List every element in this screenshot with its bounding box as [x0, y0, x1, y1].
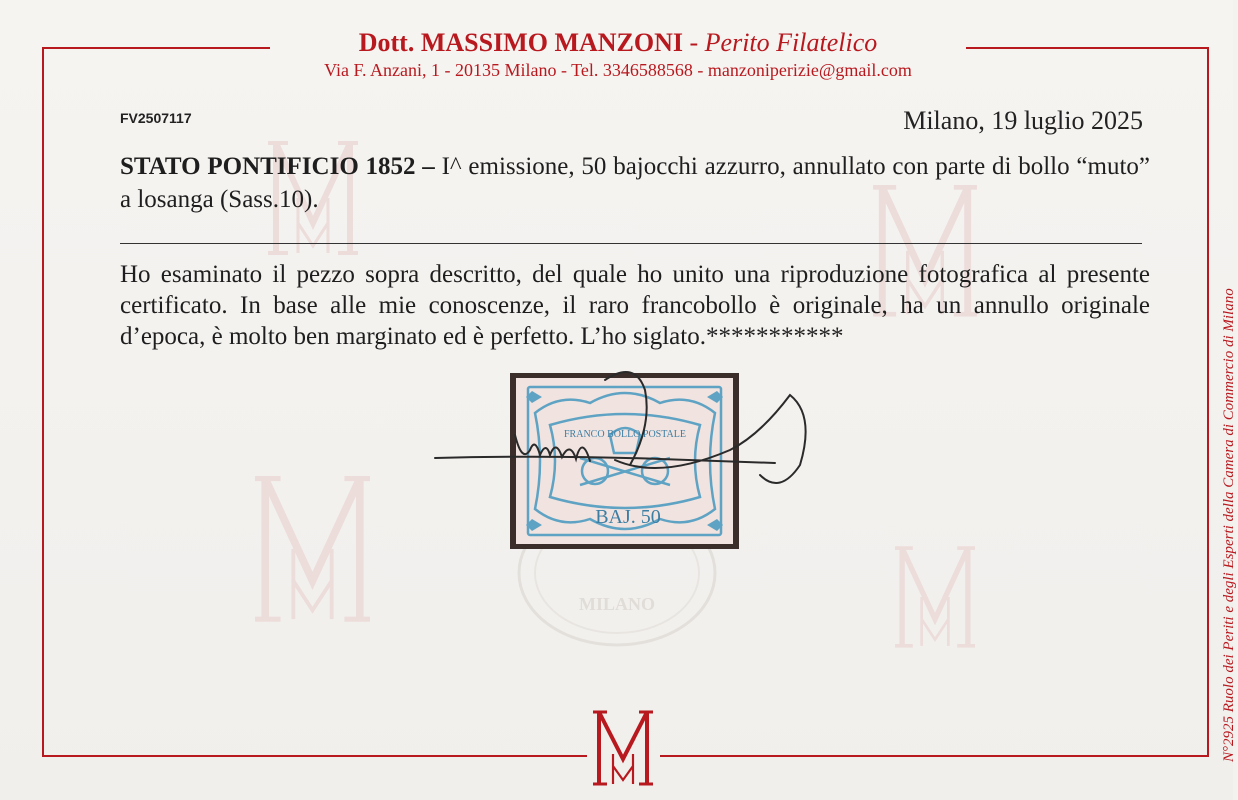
frame-left: [42, 47, 44, 757]
stamp-inscription: FRANCO BOLLO POSTALE: [564, 429, 686, 440]
stamp-value: BAJ. 50: [595, 506, 661, 528]
certificate-date: Milano, 19 luglio 2025: [903, 106, 1143, 135]
divider: [120, 243, 1142, 244]
letterhead: [270, 28, 966, 82]
expert-signature: [430, 355, 830, 515]
registry-note: N°2925 Ruolo dei Periti e degli Esperti della Camera di Commercio di Milano: [1221, 288, 1237, 762]
expert-opinion: Ho esaminato il pezzo sopra descritto, del quale ho unito una riproduzione fotografica al presente certificato. In base alle mie conoscenze, il raro francobollo è originale, ha un annullo originale d’epoca, è molto ben marginato ed è perfetto. L’ho siglato.***********: [120, 261, 1150, 350]
mm-watermark-icon: [255, 450, 370, 635]
seal-text: MILANO: [579, 594, 655, 614]
frame-top-right: [966, 47, 1209, 49]
header-separator: -: [683, 28, 705, 57]
mm-monogram-icon: [593, 704, 653, 788]
description-text: I^ emissione, 50 bajocchi azzurro, annullato con parte di bollo “muto” a losanga (Sass.10).: [120, 153, 1150, 213]
expert-name: Dott. MASSIMO MANZONI: [358, 28, 683, 57]
description-title: STATO PONTIFICIO 1852 –: [120, 153, 435, 180]
stamp-description: [120, 150, 1150, 216]
certificate-number: FV2507117: [120, 110, 192, 126]
expert-name-line: [270, 28, 966, 58]
frame-bottom-left: [42, 755, 587, 757]
mm-watermark-icon: [895, 530, 975, 655]
frame-right: [1207, 47, 1209, 757]
expert-contact: Via F. Anzani, 1 - 20135 Milano - Tel. 3346588568 - manzoniperizie@gmail.com: [324, 60, 912, 80]
frame-bottom-right: [660, 755, 1209, 757]
expert-role: Perito Filatelico: [704, 28, 878, 57]
frame-top-left: [42, 47, 270, 49]
